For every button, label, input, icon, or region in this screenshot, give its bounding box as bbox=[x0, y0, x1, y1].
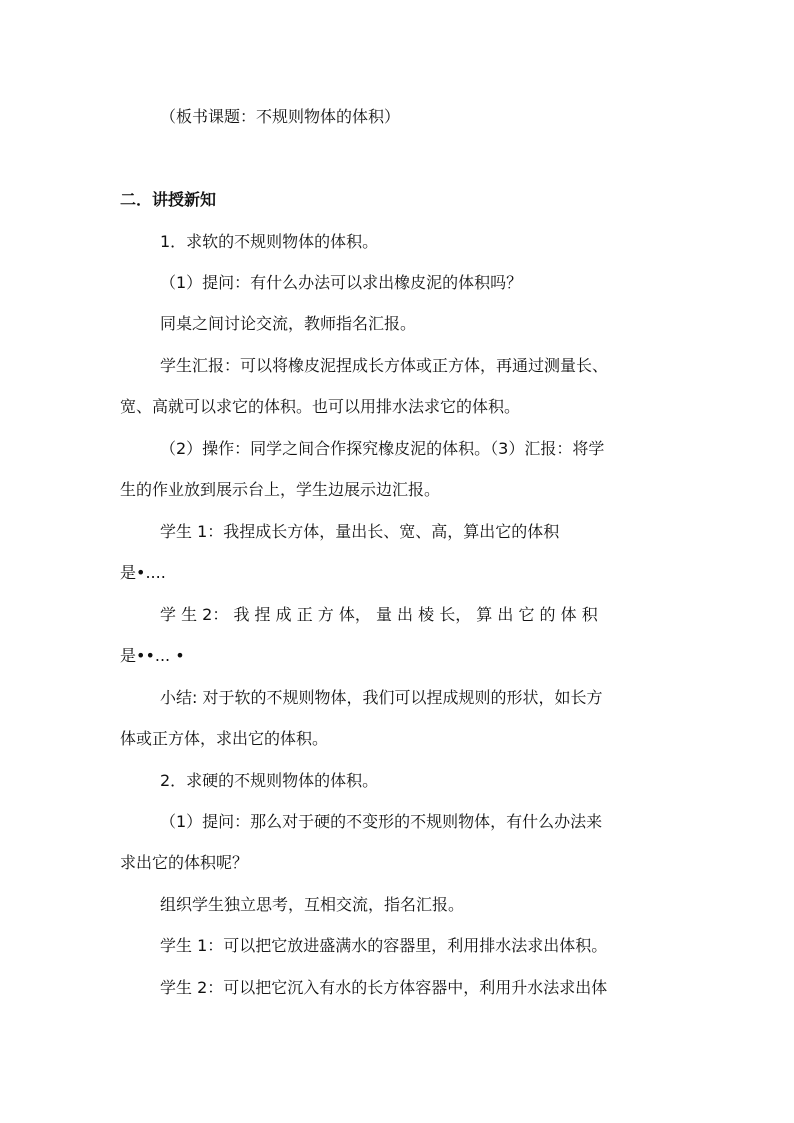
text-line: 学 生 2： 我 捏 成 正 方 体， 量 出 棱 长， 算 出 它 的 体 积 bbox=[160, 605, 598, 624]
text-line: 小结: 对于软的不规则物体，我们可以捏成规则的形状，如长方 bbox=[160, 688, 603, 707]
text-line: （板书课题：不规则物体的体积） bbox=[160, 107, 401, 126]
text-line: 生的作业放到展示台上，学生边展示边汇报。 bbox=[120, 480, 441, 499]
text-line: 体或正方体，求出它的体积。 bbox=[120, 729, 329, 748]
text-line: 学生 1：可以把它放进盛满水的容器里，利用排水法求出体积。 bbox=[160, 936, 608, 955]
text-line: 组织学生独立思考，互相交流，指名汇报。 bbox=[160, 895, 465, 914]
text-line: 宽、高就可以求它的体积。也可以用排水法求它的体积。 bbox=[120, 397, 521, 416]
text-line: 2．求硬的不规则物体的体积。 bbox=[160, 771, 379, 790]
text-line: 同桌之间讨论交流，教师指名汇报。 bbox=[160, 314, 417, 333]
section-heading: 二．讲授新知 bbox=[120, 190, 217, 209]
text-line: 学生 2：可以把它沉入有水的长方体容器中，利用升水法求出体 bbox=[160, 978, 608, 997]
text-line: （2）操作：同学之间合作探究橡皮泥的体积。（3）汇报：将学 bbox=[160, 439, 605, 458]
text-line: 学生 1：我捏成长方体，量出长、宽、高，算出它的体积 bbox=[160, 522, 560, 541]
text-line: 求出它的体积呢？ bbox=[120, 853, 249, 872]
text-line: 1．求软的不规则物体的体积。 bbox=[160, 232, 379, 251]
text-line: 学生汇报：可以将橡皮泥捏成长方体或正方体，再通过测量长、 bbox=[160, 356, 609, 375]
text-line: （1）提问：那么对于硬的不变形的不规则物体，有什么办法来 bbox=[160, 812, 603, 831]
text-line: 是•.... bbox=[120, 563, 166, 582]
text-line: （1）提问：有什么办法可以求出橡皮泥的体积吗？ bbox=[160, 273, 523, 292]
text-line: 是••... • bbox=[120, 646, 185, 665]
